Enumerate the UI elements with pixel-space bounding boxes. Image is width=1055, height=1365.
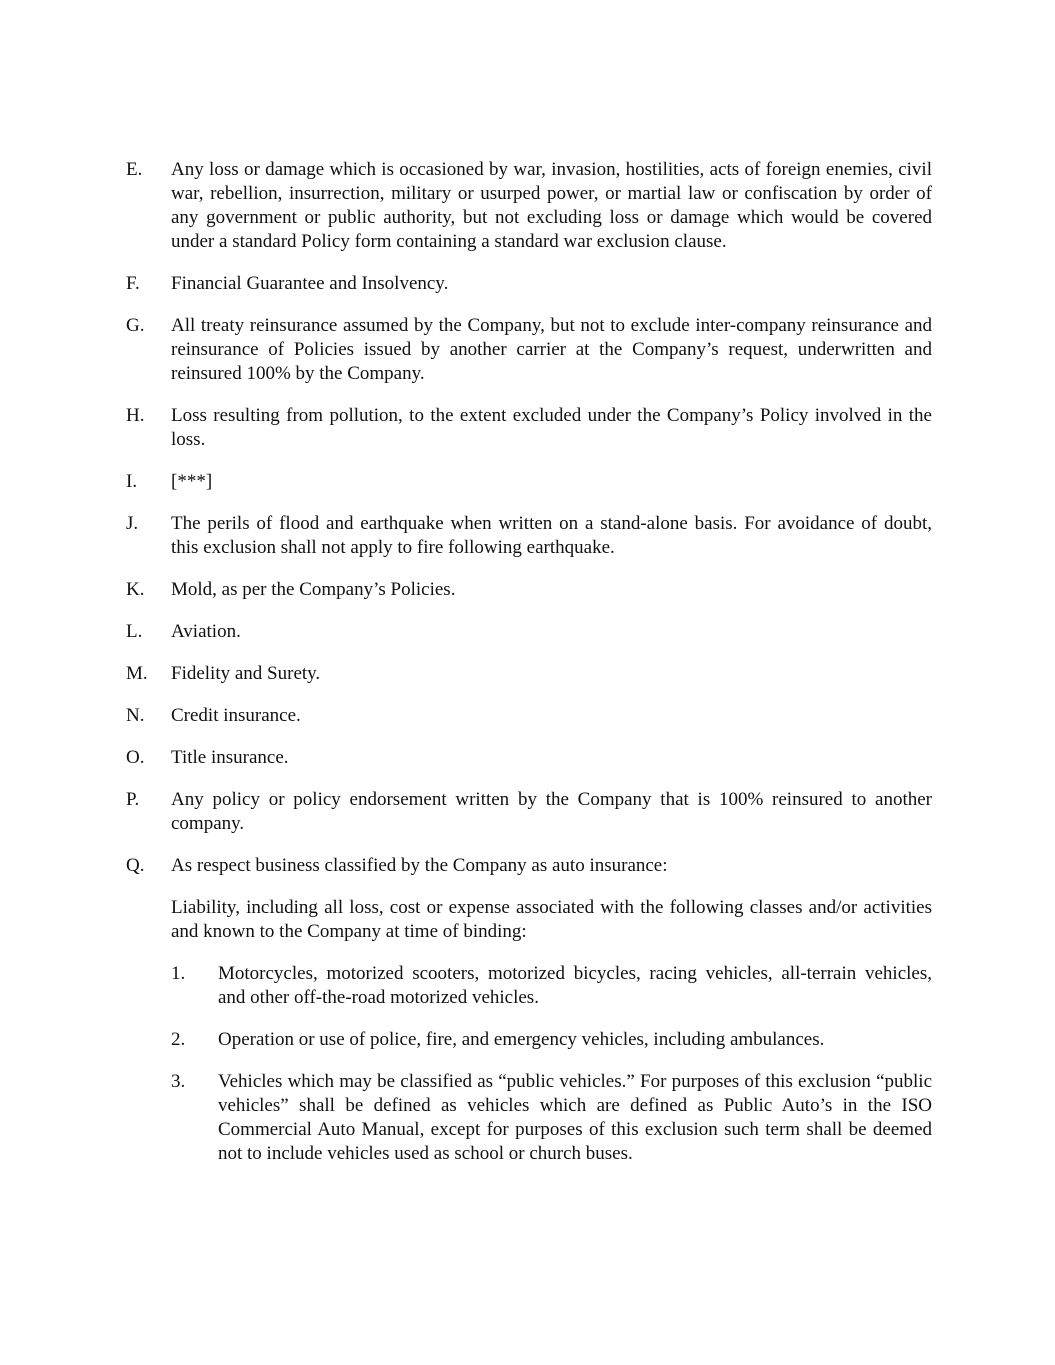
sub-item-2 xyxy=(171,1028,932,1052)
item-label: O. xyxy=(126,747,145,768)
item-text: [***] xyxy=(171,471,213,492)
sub-item-text: Operation or use of police, fire, and emergency vehicles, including ambulances. xyxy=(218,1029,825,1050)
item-text: Financial Guarantee and Insolvency. xyxy=(171,273,449,294)
item-label: G. xyxy=(126,315,145,336)
exclusion-item-h xyxy=(126,404,932,452)
item-text: Credit insurance. xyxy=(171,705,301,726)
sub-item-1 xyxy=(171,962,932,1010)
sub-item-label: 3. xyxy=(171,1071,186,1092)
item-text: Loss resulting from pollution, to the extent excluded under the Company’s Policy involved in the loss. xyxy=(171,405,932,450)
exclusion-item-k xyxy=(126,578,932,602)
q-liability-paragraph: Liability, including all loss, cost or expense associated with the following classes and/or activities and known to the Company at time of binding: xyxy=(171,897,932,942)
exclusion-item-l xyxy=(126,620,932,644)
item-label: J. xyxy=(126,513,139,534)
sub-item-text: Motorcycles, motorized scooters, motorized bicycles, racing vehicles, all-terrain vehicles, and other off-the-road motorized vehicles. xyxy=(218,963,932,1008)
item-label: M. xyxy=(126,663,148,684)
item-text: Any policy or policy endorsement written by the Company that is 100% reinsured to another company. xyxy=(171,789,932,834)
sub-item-label: 1. xyxy=(171,963,186,984)
item-text: Mold, as per the Company’s Policies. xyxy=(171,579,456,600)
item-text: Aviation. xyxy=(171,621,241,642)
item-label: L. xyxy=(126,621,143,642)
exclusion-item-j xyxy=(126,512,932,560)
exclusion-item-e xyxy=(126,158,932,254)
item-label: I. xyxy=(126,471,138,492)
item-text: Any loss or damage which is occasioned by war, invasion, hostilities, acts of foreign enemies, civil war, rebellion, insurrection, military or usurped power, or martial law or confiscation by order of any government or public authority, but not excluding loss or damage which would be covered under a standard Policy form containing a standard war exclusion clause. xyxy=(171,159,932,252)
item-label: E. xyxy=(126,159,143,180)
item-text: The perils of flood and earthquake when written on a stand-alone basis. For avoidance of doubt, this exclusion shall not apply to fire following earthquake. xyxy=(171,513,932,558)
exclusion-item-i xyxy=(126,470,932,494)
item-text: All treaty reinsurance assumed by the Company, but not to exclude inter-company reinsurance and reinsurance of Policies issued by another carrier at the Company’s request, underwritten and reinsured 100% by the Company. xyxy=(171,315,932,384)
sub-item-text: Vehicles which may be classified as “public vehicles.” For purposes of this exclusion “public vehicles” shall be defined as vehicles which are defined as Public Auto’s in the ISO Commercial Auto Manual, except for purposes of this exclusion such term shall be deemed not to include vehicles used as school or church buses. xyxy=(218,1071,932,1164)
exclusion-item-n xyxy=(126,704,932,728)
item-label: K. xyxy=(126,579,145,600)
item-label: H. xyxy=(126,405,145,426)
sub-item-label: 2. xyxy=(171,1029,186,1050)
item-label: F. xyxy=(126,273,140,294)
item-text: Title insurance. xyxy=(171,747,289,768)
exclusion-item-q xyxy=(126,854,932,878)
item-label: P. xyxy=(126,789,140,810)
item-text: As respect business classified by the Company as auto insurance: xyxy=(171,855,668,876)
exclusion-item-p xyxy=(126,788,932,836)
exclusion-item-g xyxy=(126,314,932,386)
exclusions-list xyxy=(126,158,932,1184)
item-text: Fidelity and Surety. xyxy=(171,663,321,684)
exclusion-item-m xyxy=(126,662,932,686)
exclusion-item-f xyxy=(126,272,932,296)
item-label: N. xyxy=(126,705,145,726)
item-label: Q. xyxy=(126,855,145,876)
exclusion-item-o xyxy=(126,746,932,770)
sub-item-3 xyxy=(171,1070,932,1166)
